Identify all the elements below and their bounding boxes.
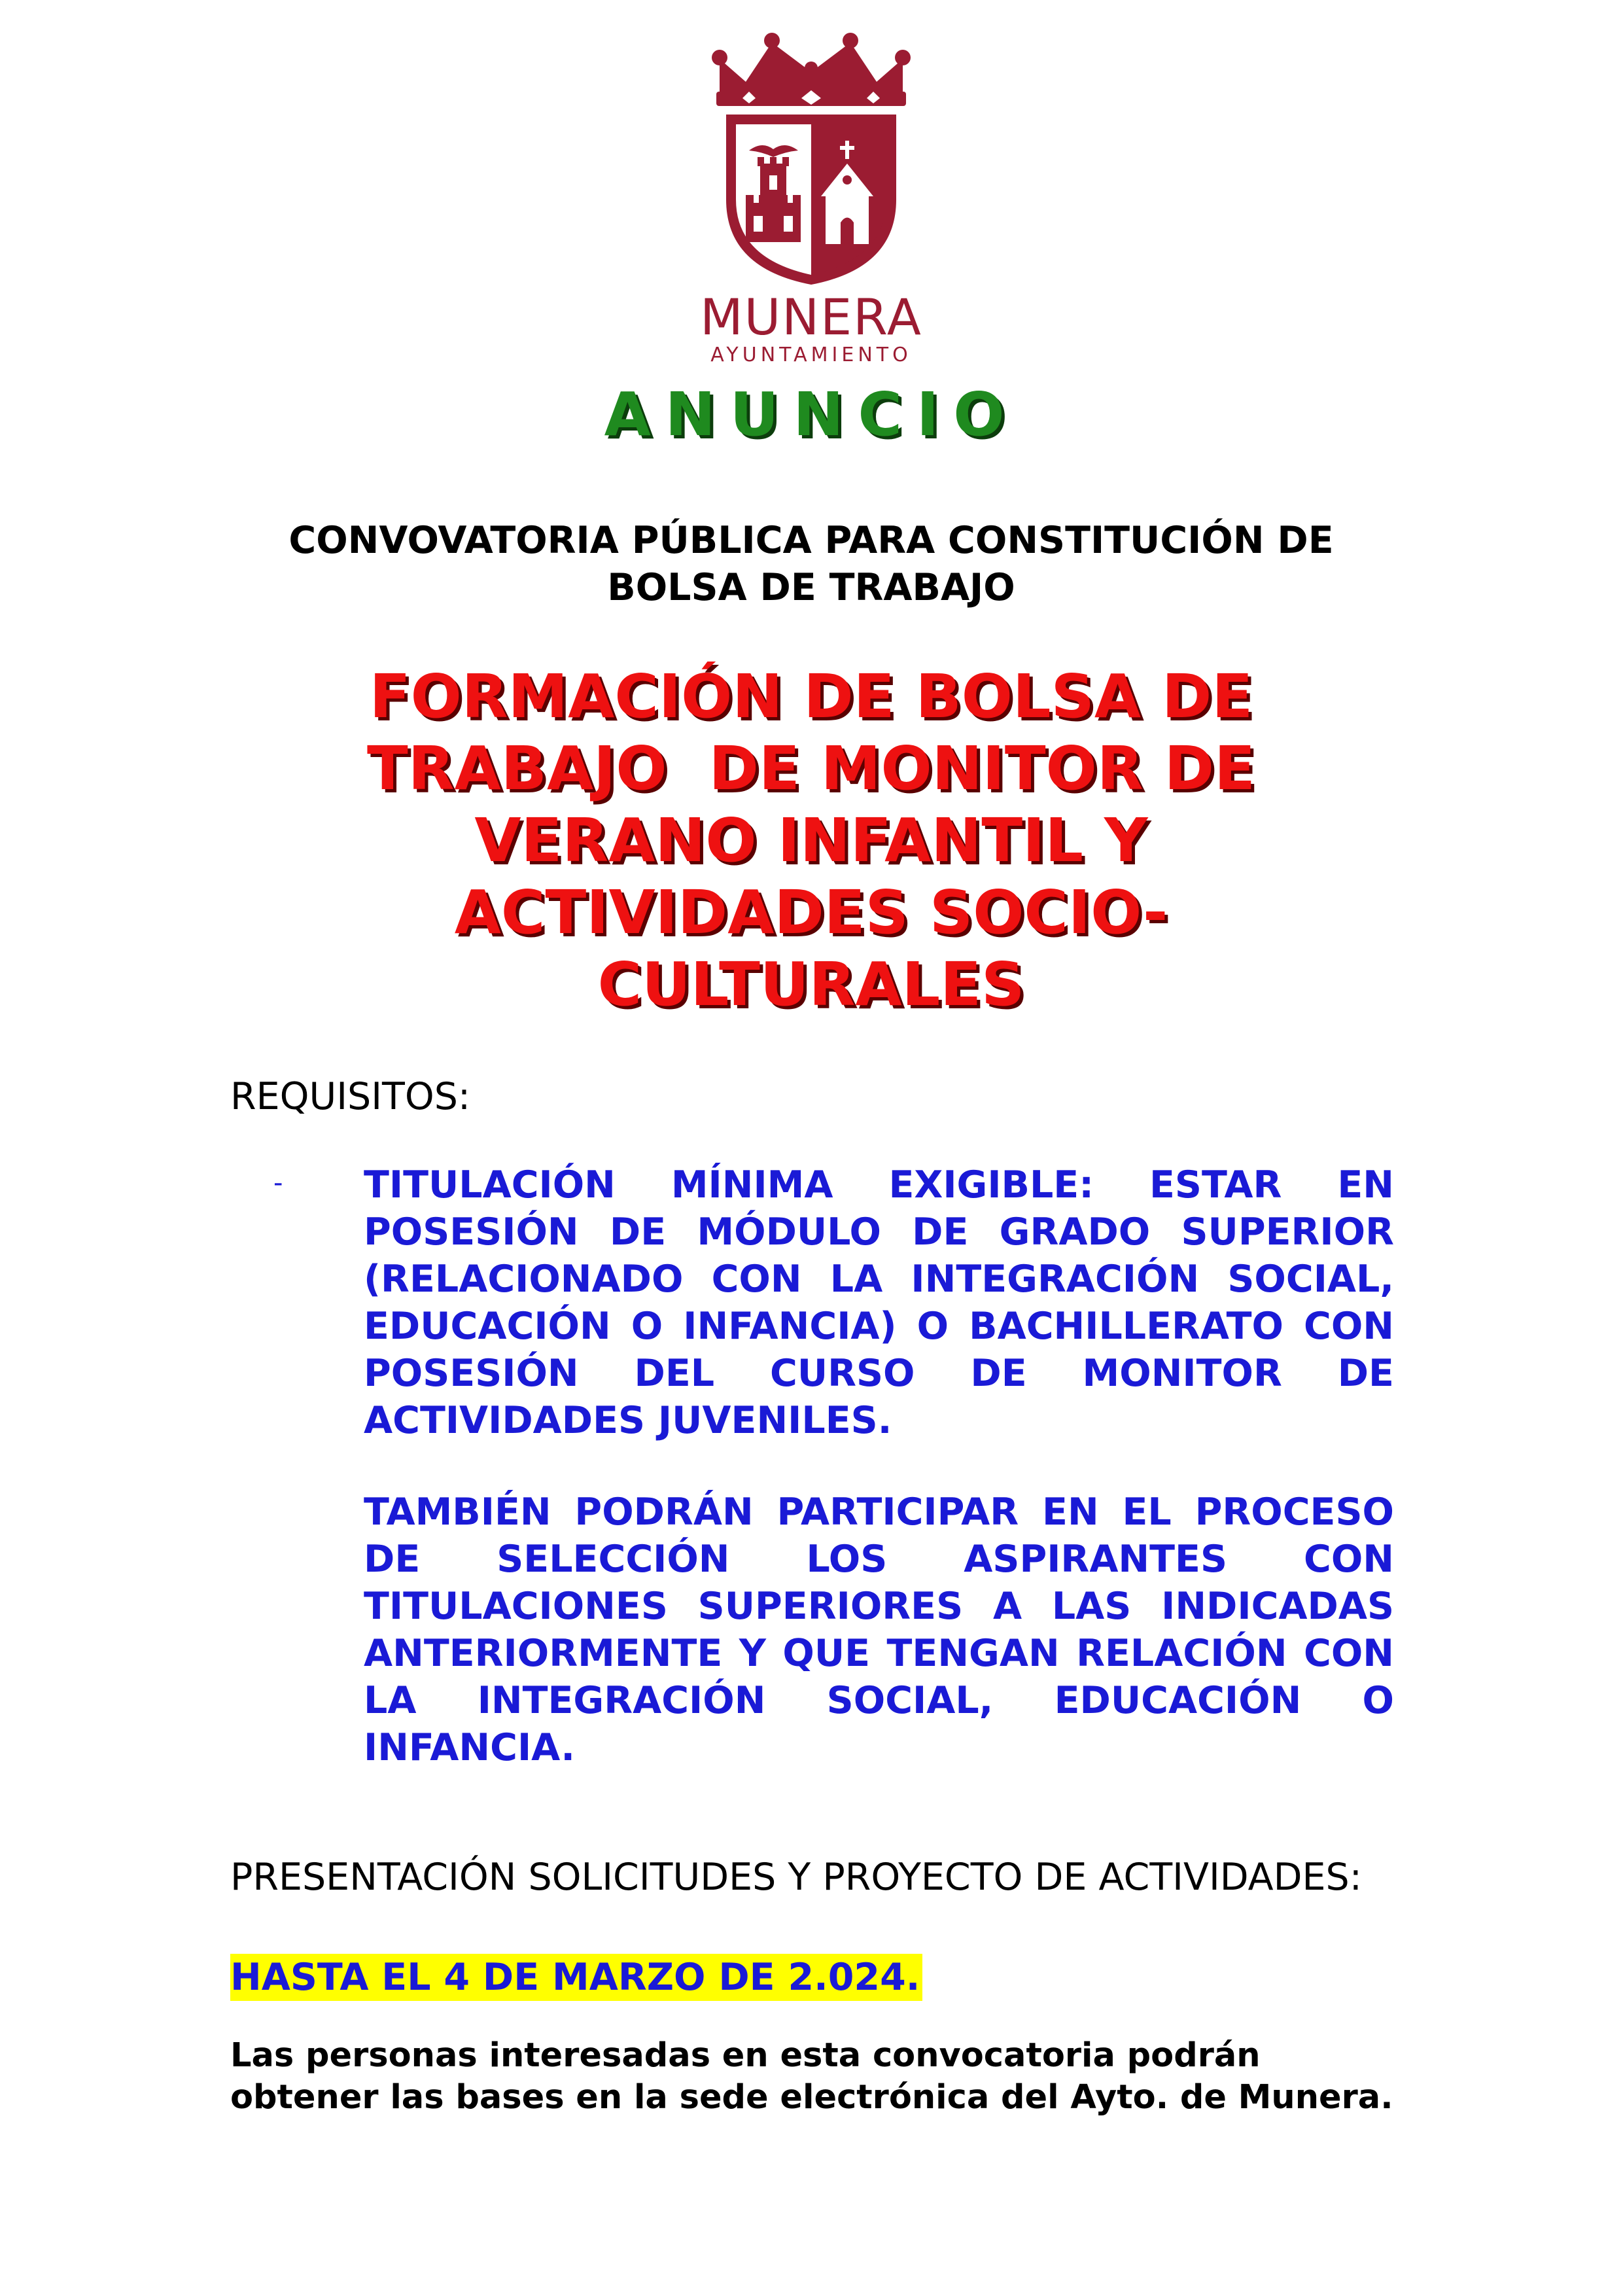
subtitle [196, 517, 1426, 611]
submission-label: PRESENTACIÓN SOLICITUDES Y PROYECTO DE ACTIVIDADES: [230, 1856, 1362, 1899]
deadline-highlight: HASTA EL 4 DE MARZO DE 2.024. [230, 1954, 922, 2001]
headline-line-5: CULTURALES [597, 949, 1025, 1019]
headline-line-2: TRABAJO DE MONITOR DE [367, 733, 1255, 804]
page-title: ANUNCIO [604, 380, 1019, 450]
headline-line-4: ACTIVIDADES SOCIO- [454, 877, 1168, 947]
logo-subtitle: AYUNTAMIENTO [710, 344, 912, 366]
logo-name: MUNERA [700, 288, 922, 346]
requirement-item-2: TAMBIÉN PODRÁN PARTICIPAR EN EL PROCESO DE SELECCIÓN LOS ASPIRANTES CON TITULACIONES SUPERIORES A LAS INDICADAS ANTERIORMENTE Y QUE TENGAN RELACIÓN CON LA INTEGRACIÓN SOCIAL, EDUCACIÓN O INFANCIA. [364, 1491, 1394, 1769]
subtitle-line-1: CONVOVATORIA PÚBLICA PARA CONSTITUCIÓN DE [288, 519, 1334, 562]
headline [216, 661, 1406, 1021]
subtitle-line-2: BOLSA DE TRABAJO [607, 566, 1015, 609]
headline-line-1: FORMACIÓN DE BOLSA DE [369, 662, 1253, 732]
headline-line-3: VERANO INFANTIL Y [474, 805, 1148, 875]
coat-of-arms-icon [680, 26, 942, 288]
requirements-heading: REQUISITOS: [230, 1075, 471, 1118]
footer-info: Las personas interesadas en esta convocatoria podrán obtener las bases en la sede electrónica del Ayto. de Munera. [230, 2036, 1393, 2117]
list-bullet: - [273, 1168, 283, 1198]
requirement-item-1: TITULACIÓN MÍNIMA EXIGIBLE: ESTAR EN POSESIÓN DE MÓDULO DE GRADO SUPERIOR (RELACIONADO CON LA INTEGRACIÓN SOCIAL, EDUCACIÓN O INFANCIA) O BACHILLERATO CON POSESIÓN DEL CURSO DE MONITOR DE ACTIVIDADES JUVENILES. [364, 1163, 1394, 1442]
municipal-logo [680, 26, 942, 366]
